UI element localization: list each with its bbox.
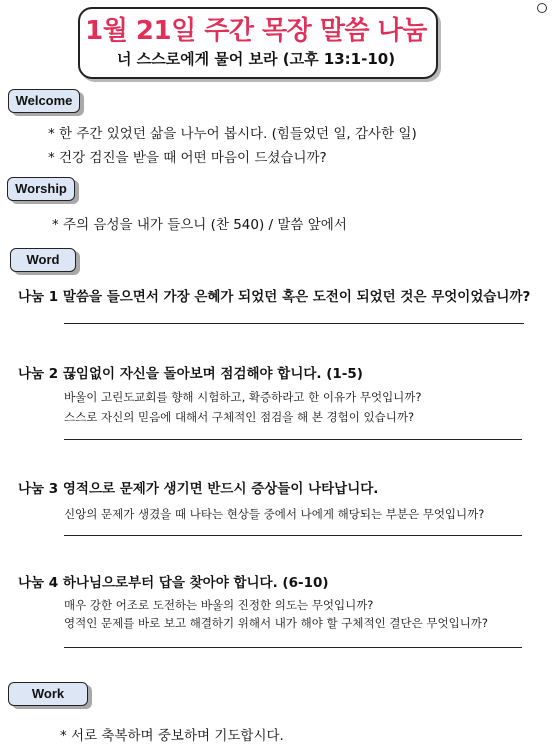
- question-4-line: 매우 강한 어조로 도전하는 바울의 진정한 의도는 무엇입니까?: [64, 598, 374, 612]
- welcome-item: * 건강 검진을 받을 때 어떤 마음이 드셨습니까?: [48, 150, 327, 166]
- question-2-line: 바울이 고린도교회를 향해 시험하고, 확증하라고 한 이유가 무엇입니까?: [64, 390, 422, 404]
- worship-item: * 주의 음성을 내가 들으니 (찬 540) / 말씀 앞에서: [52, 217, 347, 233]
- page-title: 1월 21일 주간 목장 말씀 나눔: [85, 16, 427, 46]
- question-4-title: 나눔 4 하나님으로부터 답을 찾아야 합니다. (6-10): [18, 575, 329, 591]
- question-2-line: 스스로 자신의 믿음에 대해서 구체적인 점검을 해 본 경험이 있습니까?: [64, 410, 415, 424]
- section-tag-word: Word: [10, 248, 76, 272]
- page-subtitle: 너 스스로에게 물어 보라 (고후 13:1-10): [116, 50, 396, 68]
- question-3-title: 나눔 3 영적으로 문제가 생기면 반드시 증상들이 나타납니다.: [18, 481, 379, 497]
- section-tag-worship: Worship: [7, 177, 75, 201]
- section-tag-work: Work: [8, 682, 88, 706]
- work-item: * 서로 축복하며 중보하며 기도합시다.: [60, 728, 284, 744]
- answer-line: [64, 647, 522, 648]
- section-tag-welcome: Welcome: [8, 89, 80, 113]
- question-2-title: 나눔 2 끊임없이 자신을 돌아보며 점검해야 합니다. (1-5): [18, 366, 363, 382]
- answer-line: [64, 535, 522, 536]
- welcome-item: * 한 주간 있었던 삶을 나누어 봅시다. (힘들었던 일, 감사한 일): [48, 126, 417, 142]
- answer-line: [64, 439, 522, 440]
- question-1-title: 나눔 1 말씀을 들으면서 가장 은혜가 되었던 혹은 도전이 되었던 것은 무엇이었습니까?: [18, 289, 531, 305]
- question-3-line: 신앙의 문제가 생겼을 때 나타는 현상들 중에서 나에게 해당되는 부분은 무엇입니까?: [64, 507, 485, 521]
- question-4-line: 영적인 문제를 바로 보고 해결하기 위해서 내가 해야 할 구체적인 결단은 무엇입니까?: [64, 616, 489, 630]
- answer-line: [64, 323, 524, 324]
- corner-circle-mark: [537, 3, 547, 13]
